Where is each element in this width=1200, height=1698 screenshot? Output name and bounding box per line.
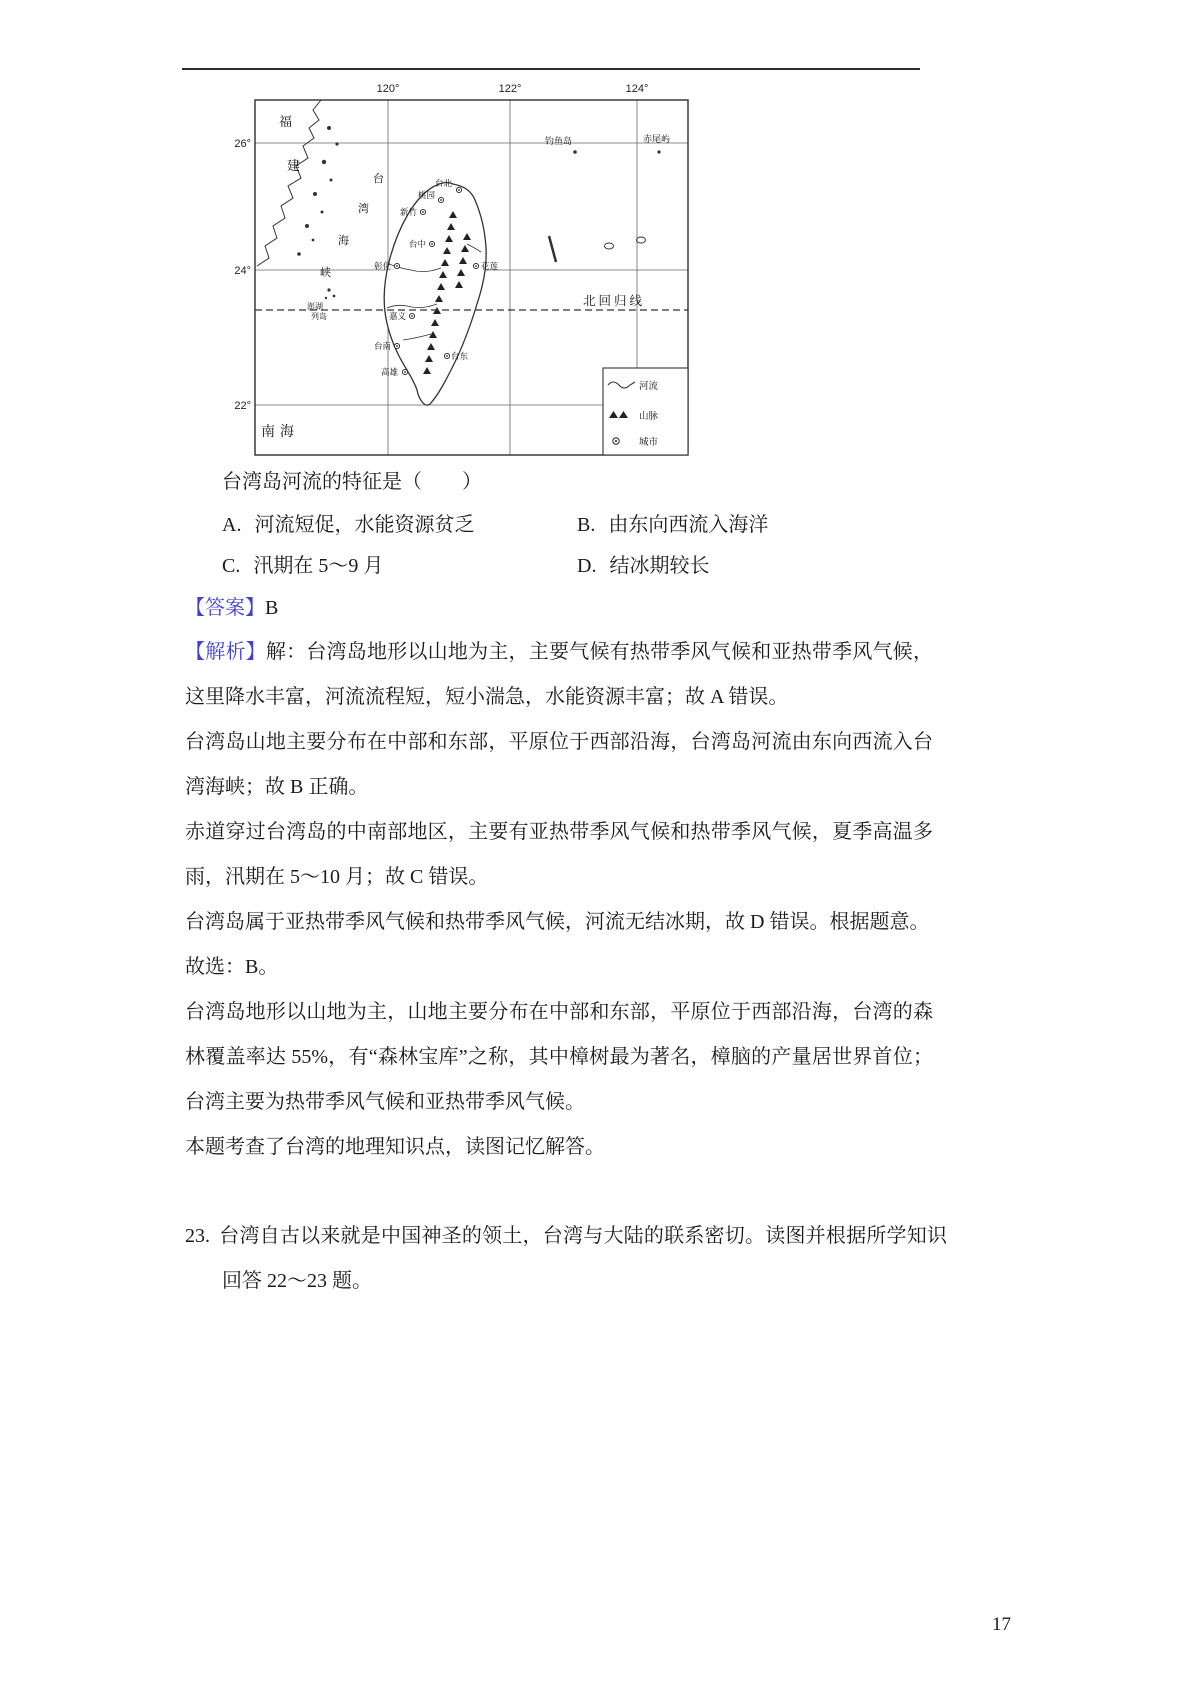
answer-line bbox=[185, 594, 278, 622]
strait-label-4: 峡 bbox=[320, 267, 331, 279]
label-taichung: 台中 bbox=[409, 239, 427, 249]
tropic-of-cancer-label: 北回归线 bbox=[583, 294, 646, 308]
lat-tick-26: 26° bbox=[234, 138, 251, 150]
label-chiayi: 嘉义 bbox=[389, 311, 407, 321]
label-hualien: 花莲 bbox=[481, 261, 499, 271]
question-23 bbox=[185, 1214, 947, 1304]
question-stem: 台湾岛河流的特征是（ ） bbox=[222, 471, 482, 493]
fujian-label-1: 福 bbox=[279, 114, 293, 129]
ocean-trench-mark bbox=[549, 236, 556, 262]
fujian-label-2: 建 bbox=[287, 158, 301, 173]
option-c-label: C. bbox=[222, 555, 241, 577]
label-changhua: 彰化 bbox=[374, 261, 392, 271]
option-c-text: 汛期在 5～9 月 bbox=[253, 555, 384, 577]
label-taitung: 台东 bbox=[451, 351, 469, 361]
option-c bbox=[222, 552, 577, 580]
taiwan-map bbox=[225, 78, 700, 468]
page-number: 17 bbox=[992, 1614, 1011, 1635]
option-d-label: D. bbox=[577, 555, 597, 577]
lon-tick-120: 120° bbox=[376, 83, 400, 95]
options-row-2 bbox=[222, 552, 942, 580]
label-hsinchu: 新竹 bbox=[400, 207, 418, 217]
penghu-islands-dots bbox=[325, 288, 336, 299]
option-a-text: 河流短促，水能资源贫乏 bbox=[254, 514, 475, 536]
option-b bbox=[577, 511, 932, 539]
option-d bbox=[577, 552, 932, 580]
south-china-sea-label: 南海 bbox=[261, 423, 299, 439]
label-tainan: 台南 bbox=[374, 341, 392, 351]
option-a bbox=[222, 511, 577, 539]
chiwei-island-label: 赤尾屿 bbox=[643, 134, 671, 144]
analysis-section bbox=[185, 630, 933, 1170]
map-legend bbox=[603, 368, 688, 455]
analysis-paragraph: 故选：B。 bbox=[185, 956, 279, 978]
penghu-label-2: 列岛 bbox=[311, 312, 327, 321]
analysis-paragraph: 台湾岛山地主要分布在中部和东部，平原位于西部沿海，台湾岛河流由东向西流入台湾海峡；故 B 正确。 bbox=[185, 731, 933, 798]
question-23-text: 台湾自古以来就是中国神圣的领土，台湾与大陆的联系密切。读图并根据所学知识回答 22～23 题。 bbox=[219, 1225, 947, 1292]
diaoyu-island-dot bbox=[573, 150, 577, 154]
analysis-paragraph: 本题考查了台湾的地理知识点，读图记忆解答。 bbox=[185, 1136, 605, 1158]
label-taoyuan: 桃园 bbox=[418, 190, 436, 200]
option-d-text: 结冰期较长 bbox=[609, 555, 710, 577]
option-a-label: A. bbox=[222, 514, 242, 536]
header-rule bbox=[182, 68, 920, 70]
answer-tag: 【答案】 bbox=[185, 597, 265, 619]
offshore-islet-1 bbox=[605, 243, 614, 249]
answer-value: B bbox=[265, 597, 279, 619]
legend-mountain-label: 山脉 bbox=[639, 411, 659, 422]
lon-tick-122: 122° bbox=[498, 83, 522, 95]
analysis-lead-text: 解：台湾岛地形以山地为主，主要气候有热带季风气候和亚热带季风气候，这里降水丰富，河流流程短，短小湍急，水能资源丰富；故 A 错误。 bbox=[185, 641, 934, 708]
legend-river-label: 河流 bbox=[639, 381, 659, 392]
lat-tick-24: 24° bbox=[234, 265, 251, 277]
diaoyu-island-label: 钓鱼岛 bbox=[545, 136, 573, 146]
option-b-label: B. bbox=[577, 514, 596, 536]
analysis-paragraph: 台湾岛属于亚热带季风气候和热带季风气候，河流无结冰期，故 D 错误。根据题意。 bbox=[185, 911, 930, 933]
question-23-number: 23. bbox=[185, 1225, 210, 1247]
options-row-1 bbox=[222, 511, 942, 539]
strait-label-3: 海 bbox=[338, 235, 349, 247]
option-b-text: 由东向西流入海洋 bbox=[608, 514, 769, 536]
legend-city-label: 城市 bbox=[639, 437, 659, 448]
chiwei-island-dot bbox=[657, 150, 660, 153]
analysis-tag: 【解析】 bbox=[185, 641, 266, 663]
analysis-paragraph-lead bbox=[185, 630, 933, 720]
taiwan-map-figure bbox=[225, 78, 700, 468]
analysis-paragraph: 台湾岛地形以山地为主，山地主要分布在中部和东部，平原位于西部沿海，台湾的森林覆盖率达 55%，有“森林宝库”之称，其中樟树最为著名，樟脑的产量居世界首位；台湾主要为热带季风气候和亚热带季风气候。 bbox=[185, 1001, 933, 1113]
label-kaohsiung: 高雄 bbox=[381, 367, 399, 377]
strait-label-2: 湾 bbox=[358, 203, 369, 215]
strait-label-1: 台 bbox=[373, 173, 384, 185]
analysis-paragraph: 赤道穿过台湾岛的中南部地区，主要有亚热带季风气候和热带季风气候，夏季高温多雨，汛期在 5～10 月；故 C 错误。 bbox=[185, 821, 933, 888]
question-23-paragraph bbox=[185, 1214, 947, 1304]
penghu-label-1: 澎湖 bbox=[307, 302, 323, 311]
legend-city-icon bbox=[613, 438, 619, 444]
lat-tick-22: 22° bbox=[234, 400, 251, 412]
lon-tick-124: 124° bbox=[625, 83, 649, 95]
label-taipei: 台北 bbox=[435, 178, 453, 188]
offshore-islet-2 bbox=[637, 237, 646, 243]
